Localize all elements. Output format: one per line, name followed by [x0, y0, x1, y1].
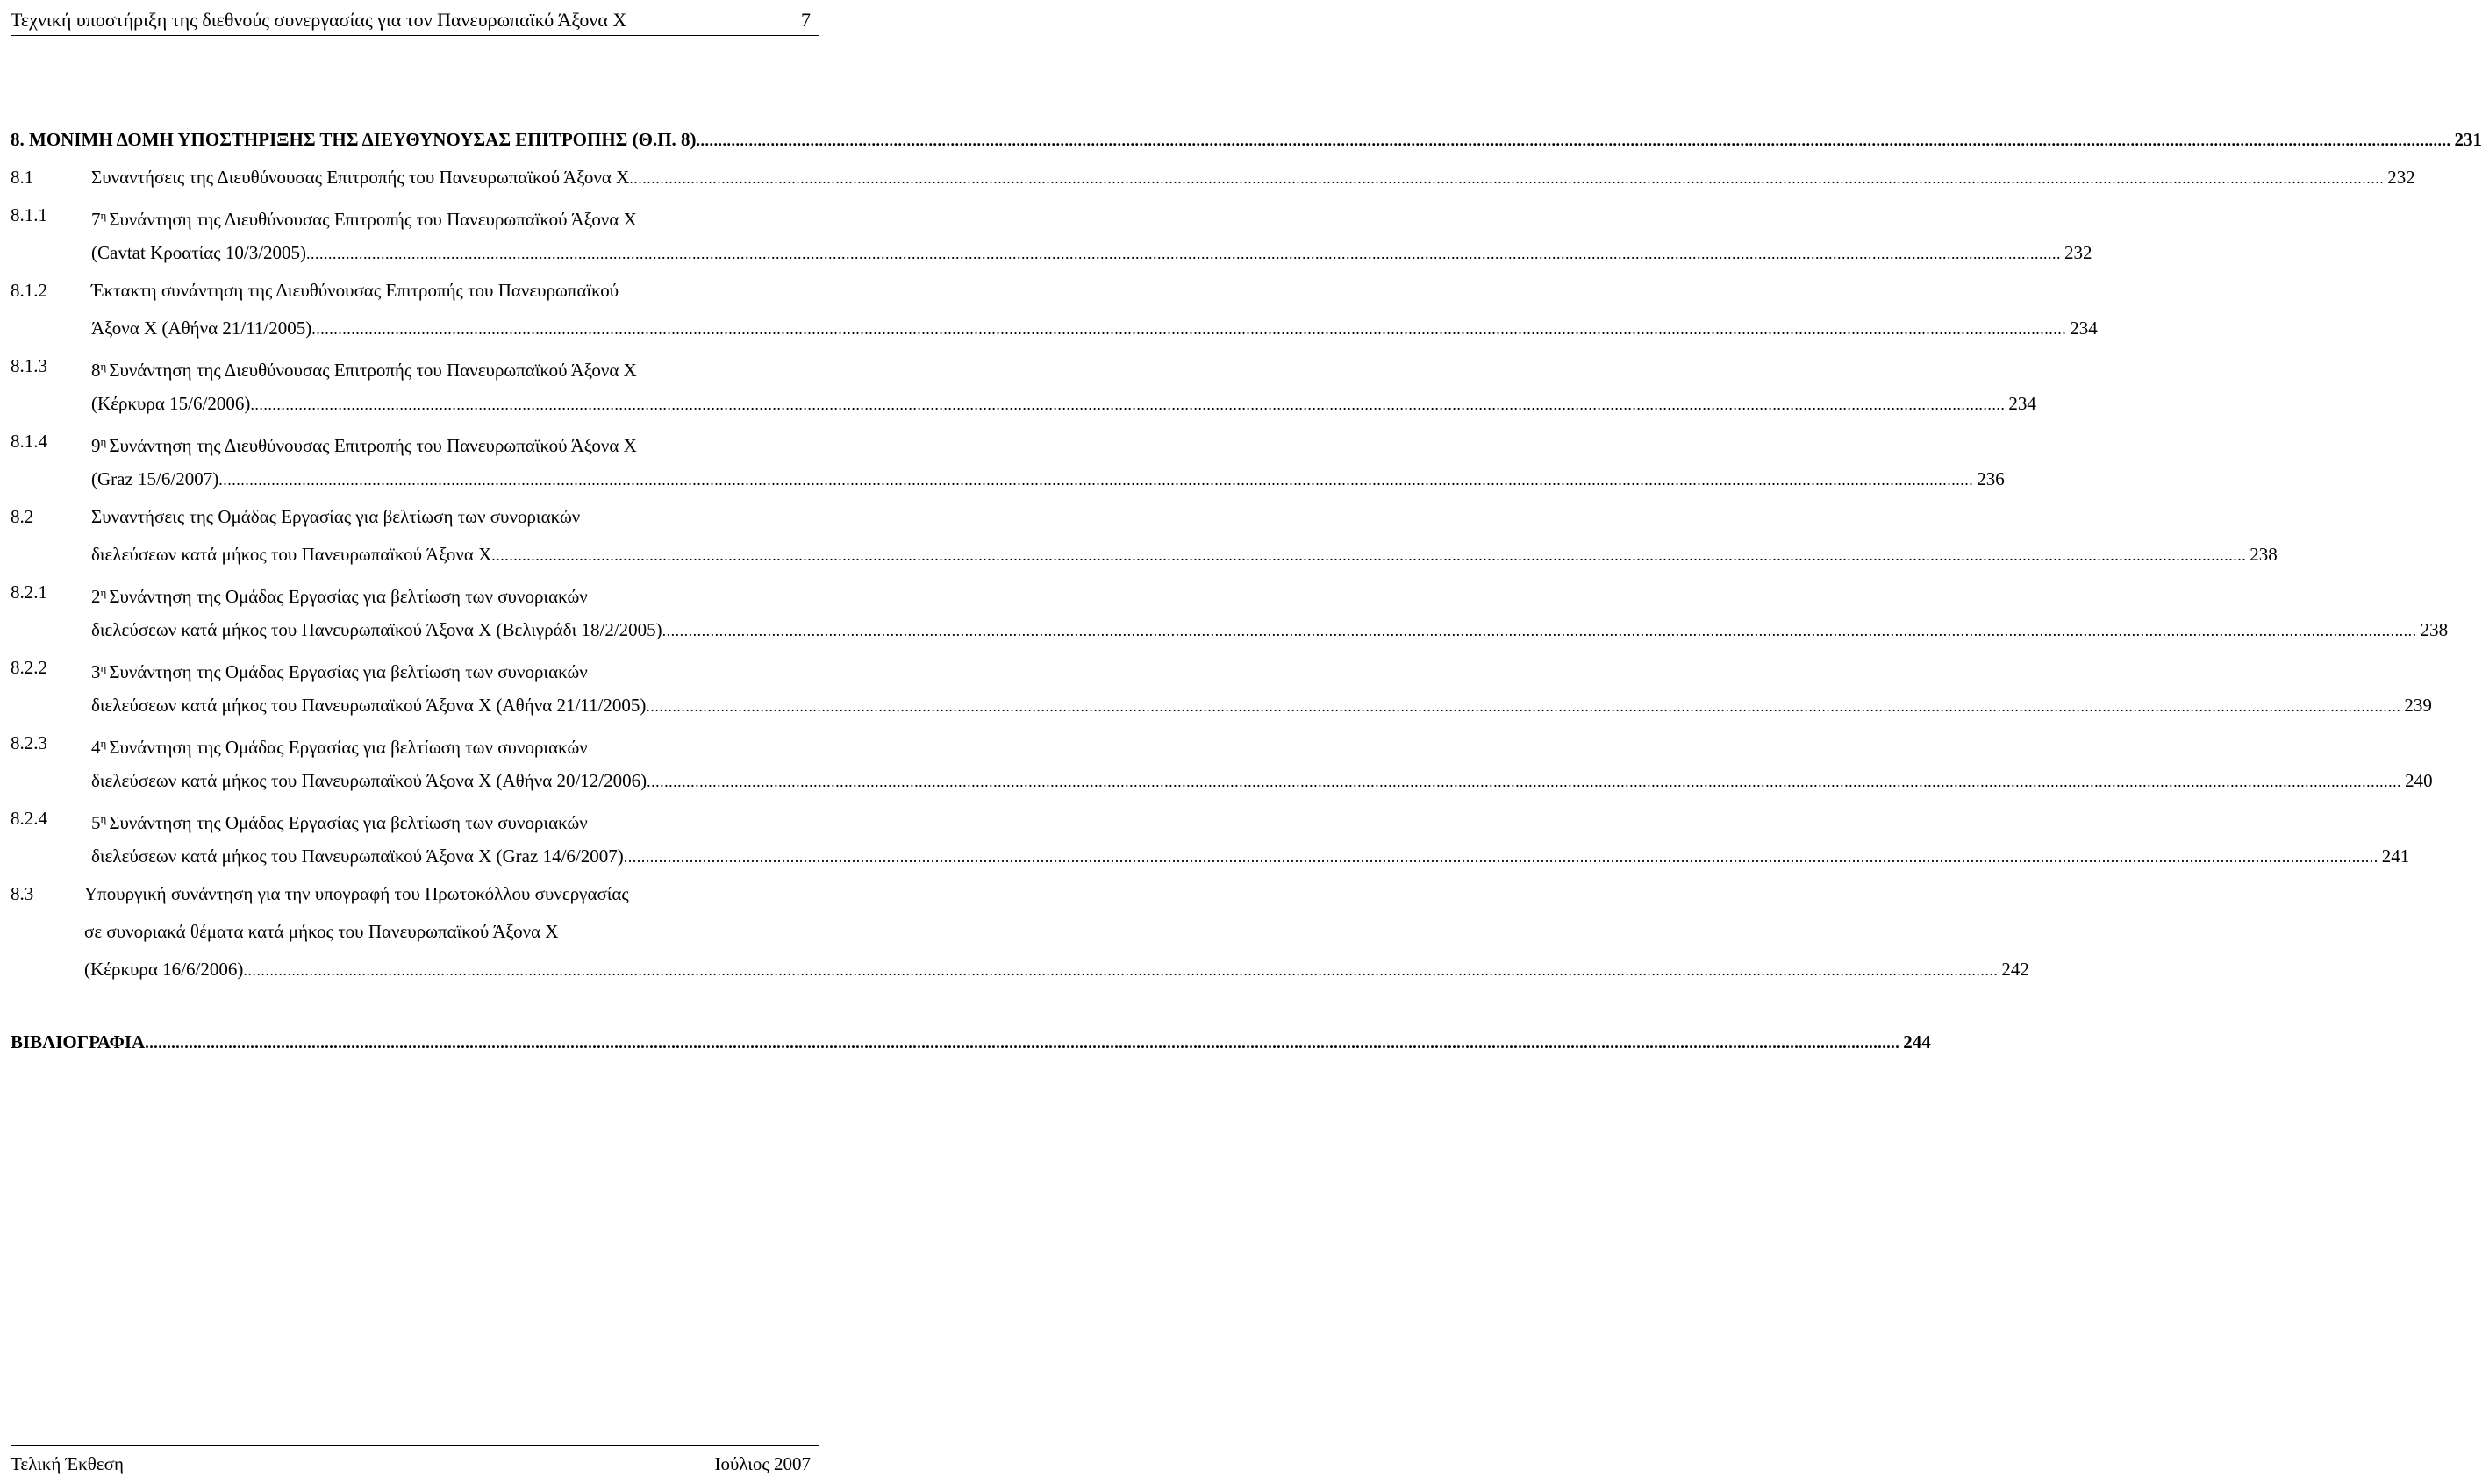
toc-section-number: 8.2.1 — [11, 581, 47, 603]
toc-page-number: 236 — [1977, 468, 2005, 489]
toc-page-number: 244 — [1903, 1031, 1931, 1052]
toc-entry-text: $9^\eta$ Συνάντηση της Διευθύνουσας Επιτροπής του Πανευρωπαϊκού Άξονα Χ — [91, 435, 637, 456]
toc-section-number: 8.1 — [11, 167, 34, 188]
toc-entry-text: $3^\eta$ Συνάντηση της Ομάδας Εργασίας για βελτίωση των συνοριακών — [91, 661, 588, 682]
toc-dot-leader: ................................................................................................................................................................................................................................................................................................................................................................................................................ — [145, 1034, 1900, 1052]
toc-entry-line — [11, 272, 819, 310]
toc-entry-line — [11, 649, 819, 687]
toc-page-number: 232 — [2064, 242, 2092, 263]
toc-entry-line — [11, 423, 819, 460]
toc-section-number: 8.1.3 — [11, 355, 47, 376]
toc-page-number: 241 — [2381, 845, 2410, 867]
toc-entry-line — [11, 762, 2433, 800]
toc-entry-text: (Κέρκυρα 16/6/2006) — [84, 959, 244, 980]
toc-entry-text: Έκτακτη συνάντηση της Διευθύνουσας Επιτροπής του Πανευρωπαϊκού — [91, 280, 619, 301]
footer-left: Τελική Έκθεση — [11, 1453, 124, 1474]
toc-dot-leader: ................................................................................................................................................................................................................................................................................................................................................................................................................ — [696, 132, 2451, 149]
page-header — [11, 4, 819, 36]
toc-entry-line — [11, 196, 819, 234]
toc-dot-leader: ................................................................................................................................................................................................................................................................................................................................................................................................................ — [243, 961, 1999, 979]
toc-entry-line — [11, 536, 2278, 574]
toc-dot-leader: ................................................................................................................................................................................................................................................................................................................................................................................................................ — [491, 546, 2247, 564]
toc-page-number: 238 — [2250, 544, 2278, 565]
toc-entry-text: $7^\eta$ Συνάντηση της Διευθύνουσας Επιτροπής του Πανευρωπαϊκού Άξονα Χ — [91, 209, 637, 230]
toc-entry-line — [11, 159, 2415, 196]
toc-entry-text: 8. ΜΟΝΙΜΗ ΔΟΜΗ ΥΠΟΣΤΗΡΙΞΗΣ ΤΗΣ ΔΙΕΥΘΥΝΟΥΣΑΣ ΕΠΙΤΡΟΠΗΣ (Θ.Π. 8) — [11, 129, 697, 150]
toc-entry-line — [11, 385, 2036, 423]
toc-entry-line — [11, 574, 819, 611]
toc-section-number: 8.1.2 — [11, 280, 47, 301]
toc-entry-text: σε συνοριακά θέματα κατά μήκος του Πανευρωπαϊκού Άξονα Χ — [84, 921, 559, 942]
toc-entry-line — [11, 498, 819, 536]
toc-dot-leader: ................................................................................................................................................................................................................................................................................................................................................................................................................ — [306, 245, 2062, 262]
toc-entry-text: $5^\eta$ Συνάντηση της Ομάδας Εργασίας για βελτίωση των συνοριακών — [91, 812, 588, 833]
table-of-contents — [11, 121, 2482, 1061]
toc-entry-text: διελεύσεων κατά μήκος του Πανευρωπαϊκού Άξονα Χ — [91, 544, 492, 565]
toc-dot-leader: ................................................................................................................................................................................................................................................................................................................................................................................................................ — [623, 848, 2378, 866]
toc-dot-leader: ................................................................................................................................................................................................................................................................................................................................................................................................................ — [218, 471, 1974, 489]
toc-entry-text: Συναντήσεις της Ομάδας Εργασίας για βελτίωση των συνοριακών — [91, 506, 581, 527]
toc-entry-text: Υπουργική συνάντηση για την υπογραφή του Πρωτοκόλλου συνεργασίας — [84, 883, 629, 904]
toc-dot-leader: ................................................................................................................................................................................................................................................................................................................................................................................................................ — [250, 396, 2006, 413]
toc-page-number: 232 — [2387, 167, 2415, 188]
toc-entry-text: $8^\eta$ Συνάντηση της Διευθύνουσας Επιτροπής του Πανευρωπαϊκού Άξονα Χ — [91, 360, 637, 381]
toc-section-number: 8.2.4 — [11, 808, 47, 829]
toc-entry-text: (Graz 15/6/2007) — [91, 468, 219, 489]
footer-right: Ιούλιος 2007 — [714, 1453, 811, 1474]
header-page-number: 7 — [801, 9, 811, 31]
toc-entry-line — [11, 800, 819, 838]
toc-entry-line — [11, 1024, 1931, 1061]
toc-entry-text: (Cavtat Κροατίας 10/3/2005) — [91, 242, 307, 263]
toc-entry-text: διελεύσεων κατά μήκος του Πανευρωπαϊκού Άξονα Χ (Αθήνα 21/11/2005) — [91, 695, 647, 716]
toc-entry-text: $4^\eta$ Συνάντηση της Ομάδας Εργασίας για βελτίωση των συνοριακών — [91, 737, 588, 758]
toc-section-number: 8.3 — [11, 883, 34, 904]
toc-entry-line — [11, 687, 2432, 724]
toc-page-number: 231 — [2454, 129, 2482, 150]
toc-entry-line — [11, 347, 819, 385]
toc-section-number: 8.2.2 — [11, 657, 47, 678]
toc-page-number: 238 — [2420, 619, 2449, 640]
toc-entry-text: ΒΙΒΛΙΟΓΡΑΦΙΑ — [11, 1031, 146, 1052]
toc-page-number: 234 — [2008, 393, 2036, 414]
toc-entry-text: διελεύσεων κατά μήκος του Πανευρωπαϊκού Άξονα Χ (Βελιγράδι 18/2/2005) — [91, 619, 662, 640]
toc-entry-line — [11, 460, 2005, 498]
toc-page-number: 239 — [2404, 695, 2432, 716]
toc-section-number: 8.2.3 — [11, 732, 47, 753]
toc-section-number: 8.2 — [11, 506, 34, 527]
toc-entry-text: (Κέρκυρα 15/6/2006) — [91, 393, 251, 414]
toc-page-number: 242 — [2001, 959, 2029, 980]
toc-entry-text: Συναντήσεις της Διευθύνουσας Επιτροπής του Πανευρωπαϊκού Άξονα Χ — [91, 167, 630, 188]
toc-entry-line — [11, 913, 819, 951]
toc-entry-text: διελεύσεων κατά μήκος του Πανευρωπαϊκού Άξονα Χ (Αθήνα 20/12/2006) — [91, 770, 647, 791]
toc-entry-line — [11, 951, 2029, 988]
toc-entry-text: $2^\eta$ Συνάντηση της Ομάδας Εργασίας για βελτίωση των συνοριακών — [91, 586, 588, 607]
header-title: Τεχνική υποστήριξη της διεθνούς συνεργασίας για τον Πανευρωπαϊκό Άξονα Χ — [11, 9, 627, 31]
toc-dot-leader: ................................................................................................................................................................................................................................................................................................................................................................................................................ — [629, 169, 2385, 187]
toc-entry-line — [11, 875, 819, 913]
toc-dot-leader: ................................................................................................................................................................................................................................................................................................................................................................................................................ — [311, 320, 2067, 338]
toc-entry-line — [11, 724, 819, 762]
toc-section-number: 8.1.4 — [11, 431, 47, 452]
toc-dot-leader: ................................................................................................................................................................................................................................................................................................................................................................................................................ — [662, 622, 2417, 639]
toc-dot-leader: ................................................................................................................................................................................................................................................................................................................................................................................................................ — [647, 773, 2402, 790]
page-footer — [11, 1445, 819, 1478]
toc-dot-leader: ................................................................................................................................................................................................................................................................................................................................................................................................................ — [646, 697, 2401, 715]
toc-entry-line — [11, 234, 2092, 272]
toc-entry-line — [11, 310, 2098, 347]
toc-entry-line — [11, 121, 2482, 159]
toc-page-number: 240 — [2405, 770, 2433, 791]
toc-entry-line — [11, 611, 2449, 649]
toc-section-number: 8.1.1 — [11, 204, 47, 225]
toc-entry-line — [11, 838, 2410, 875]
toc-entry-text: Άξονα Χ (Αθήνα 21/11/2005) — [91, 317, 312, 339]
toc-entry-text: διελεύσεων κατά μήκος του Πανευρωπαϊκού Άξονα Χ (Graz 14/6/2007) — [91, 845, 624, 867]
toc-page-number: 234 — [2070, 317, 2098, 339]
